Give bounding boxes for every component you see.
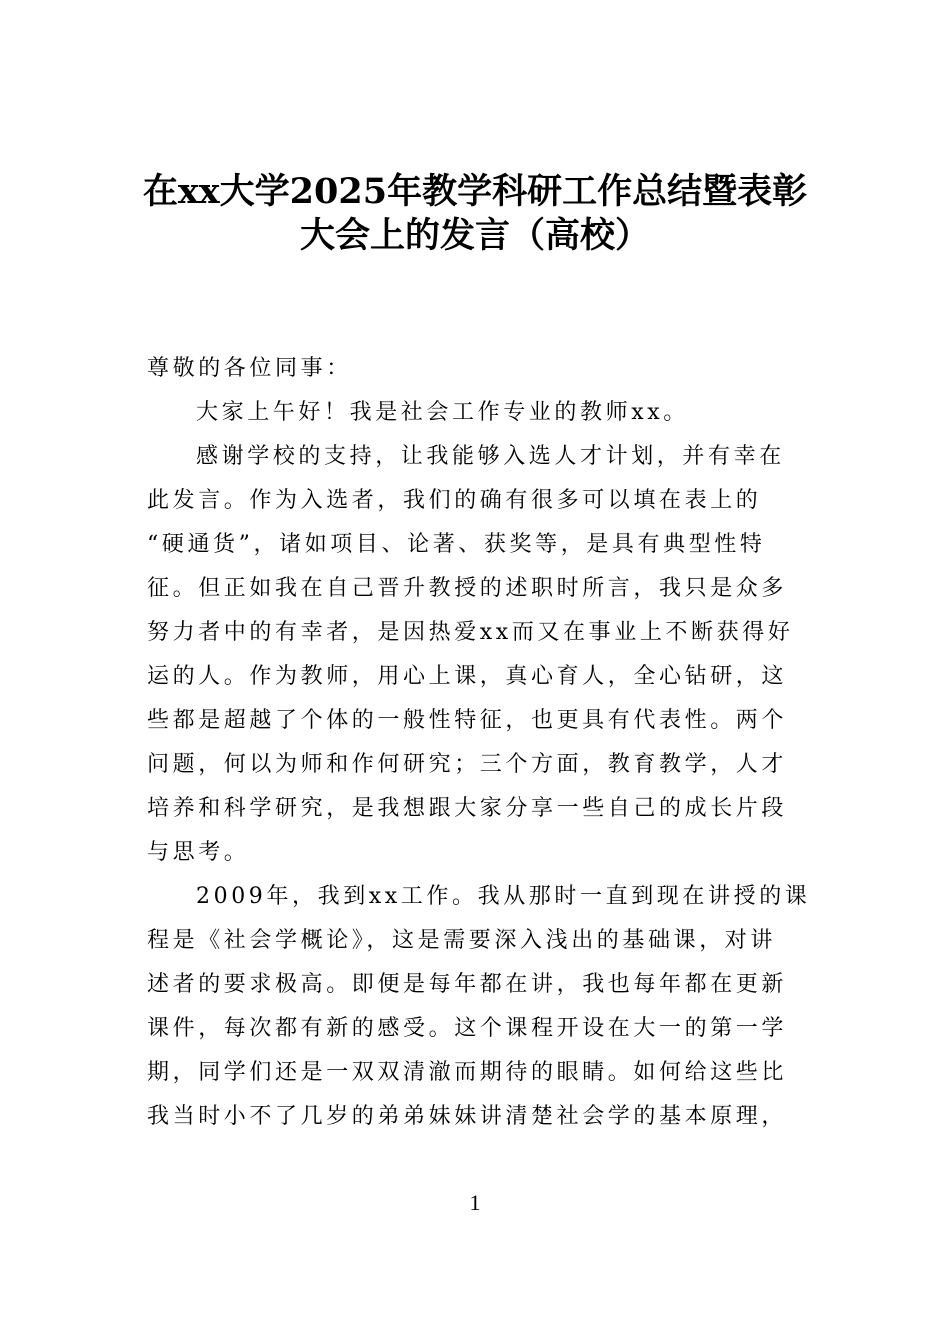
paragraph-line: 与思考。	[147, 840, 250, 865]
paragraph-line: “硬通货”，诸如项目、论著、获奖等，是具有典型性特	[147, 532, 766, 557]
paragraph-line: 感谢学校的支持，让我能够入选人才计划，并有幸在	[196, 444, 785, 469]
paragraph-line: 征。但正如我在自己晋升教授的述职时所言，我只是众多	[147, 576, 788, 601]
paragraph-line: 问题，何以为师和作何研究；三个方面，教育教学，人才	[147, 752, 788, 777]
paragraph-line: 程是《社会学概论》，这是需要深入浅出的基础课，对讲	[147, 928, 777, 953]
title-line-1: 在xx大学2025年教学科研工作总结暨表彰	[142, 171, 808, 212]
paragraph-line: 些都是超越了个体的一般性特征，也更具有代表性。两个	[147, 708, 788, 733]
title-line-2: 大会上的发言（高校）	[299, 215, 650, 256]
paragraph-line: 大家上午好！我是社会工作专业的教师xx。	[196, 400, 689, 425]
paragraph-line: 2009年，我到xx工作。我从那时一直到现在讲授的课	[196, 884, 811, 909]
paragraph-line: 课件，每次都有新的感受。这个课程开设在大一的第一学	[147, 1016, 788, 1041]
paragraph-line: 运的人。作为教师，用心上课，真心育人，全心钻研，这	[147, 664, 788, 689]
paragraph-line: 此发言。作为入选者，我们的确有很多可以填在表上的	[147, 488, 762, 513]
paragraph-line: 培养和科学研究，是我想跟大家分享一些自己的成长片段	[147, 796, 788, 821]
paragraph-line: 努力者中的有幸者，是因热爱xx而又在事业上不断获得好	[147, 620, 794, 645]
paragraph-line: 我当时小不了几岁的弟弟妹妹讲清楚社会学的基本原理，	[147, 1104, 788, 1129]
speech-body	[147, 347, 811, 1139]
page-number: 1	[469, 1190, 481, 1215]
paragraph-line: 期，同学们还是一双双清澈而期待的眼睛。如何给这些比	[147, 1060, 788, 1085]
paragraph-line: 述者的要求极高。即便是每年都在讲，我也每年都在更新	[147, 972, 788, 997]
salutation: 尊敬的各位同事：	[147, 356, 352, 381]
